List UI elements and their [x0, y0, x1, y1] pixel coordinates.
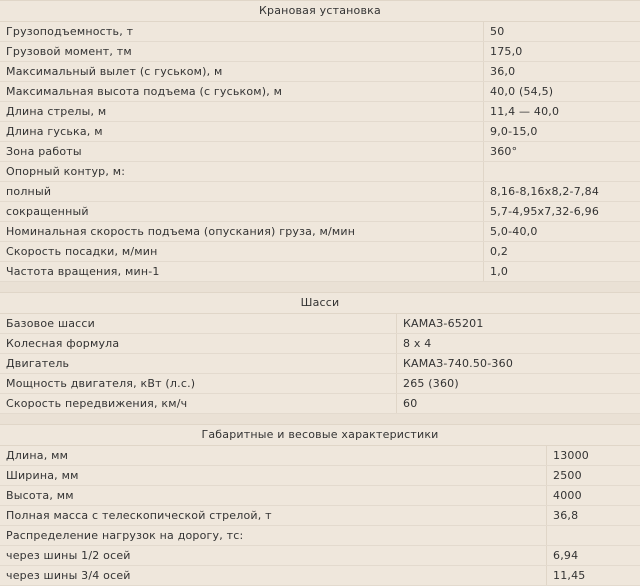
param-name: Двигатель: [6, 357, 70, 370]
param-name: Длина, мм: [6, 449, 69, 462]
table-row: [0, 394, 640, 414]
param-value: 360°: [483, 142, 640, 161]
param-name: Опорный контур, м:: [6, 165, 126, 178]
table-row: [0, 62, 640, 82]
param-name: Длина гуська, м: [6, 125, 103, 138]
table-row: [0, 466, 640, 486]
param-name: Максимальный вылет (с гуськом), м: [6, 65, 223, 78]
table-row: [0, 142, 640, 162]
table-row: [0, 182, 640, 202]
table-row: [0, 222, 640, 242]
table-row: [0, 42, 640, 62]
table-row: [0, 546, 640, 566]
table-row: [0, 122, 640, 142]
param-name: Максимальная высота подъема (с гуськом), м: [6, 85, 283, 98]
param-value: 0,2: [483, 242, 640, 261]
crane-table: [0, 22, 640, 282]
crane-section: [0, 0, 640, 282]
param-value: 6,94: [546, 546, 640, 565]
param-name: Ширина, мм: [6, 469, 79, 482]
param-value: 5,0-40,0: [483, 222, 640, 241]
param-name: Номинальная скорость подъема (опускания) груза, м/мин: [6, 225, 356, 238]
section-gap: [0, 414, 640, 424]
param-name: Грузовой момент, тм: [6, 45, 132, 58]
table-row: [0, 506, 640, 526]
table-row: [0, 82, 640, 102]
param-value: 4000: [546, 486, 640, 505]
table-row: [0, 102, 640, 122]
param-name: сокращенный: [6, 205, 89, 218]
param-value: 8 х 4: [396, 334, 640, 353]
dims-table: [0, 446, 640, 586]
param-value: КАМАЗ-65201: [396, 314, 640, 333]
param-value: 1,0: [483, 262, 640, 281]
param-value: 5,7-4,95х7,32-6,96: [483, 202, 640, 221]
table-row: [0, 566, 640, 586]
param-name: Высота, мм: [6, 489, 74, 502]
dims-section: [0, 424, 640, 586]
table-row: [0, 242, 640, 262]
table-row: [0, 446, 640, 466]
table-row: [0, 334, 640, 354]
dims-section-title: Габаритные и весовые характеристики: [0, 425, 640, 446]
param-value: 9,0-15,0: [483, 122, 640, 141]
table-row: [0, 22, 640, 42]
param-value: 13000: [546, 446, 640, 465]
table-row: [0, 202, 640, 222]
param-name: Зона работы: [6, 145, 82, 158]
table-row: [0, 354, 640, 374]
param-name: Частота вращения, мин-1: [6, 265, 160, 278]
param-value: 36,8: [546, 506, 640, 525]
crane-section-title: Крановая установка: [0, 1, 640, 22]
table-row: [0, 526, 640, 546]
param-value: 175,0: [483, 42, 640, 61]
param-name: Скорость передвижения, км/ч: [6, 397, 188, 410]
table-row: [0, 486, 640, 506]
param-name: полный: [6, 185, 52, 198]
table-row: [0, 262, 640, 282]
param-value: 2500: [546, 466, 640, 485]
table-row: [0, 314, 640, 334]
table-row: [0, 374, 640, 394]
param-name: Базовое шасси: [6, 317, 95, 330]
param-name: Грузоподъемность, т: [6, 25, 134, 38]
param-value: 40,0 (54,5): [483, 82, 640, 101]
param-name: через шины 3/4 осей: [6, 569, 131, 582]
param-value: КАМАЗ-740.50-360: [396, 354, 640, 373]
param-value: [546, 526, 640, 545]
chassis-section-title: Шасси: [0, 293, 640, 314]
chassis-section: [0, 292, 640, 414]
param-value: 11,45: [546, 566, 640, 585]
chassis-table: [0, 314, 640, 414]
param-value: [483, 162, 640, 181]
section-gap: [0, 282, 640, 292]
param-value: 60: [396, 394, 640, 413]
param-value: 8,16-8,16х8,2-7,84: [483, 182, 640, 201]
param-name: Длина стрелы, м: [6, 105, 107, 118]
table-row: [0, 162, 640, 182]
param-value: 11,4 — 40,0: [483, 102, 640, 121]
param-value: 265 (360): [396, 374, 640, 393]
param-name: через шины 1/2 осей: [6, 549, 131, 562]
param-value: 36,0: [483, 62, 640, 81]
param-name: Распределение нагрузок на дорогу, тс:: [6, 529, 244, 542]
param-name: Колесная формула: [6, 337, 120, 350]
param-value: 50: [483, 22, 640, 41]
param-name: Полная масса с телескопической стрелой, т: [6, 509, 272, 522]
param-name: Мощность двигателя, кВт (л.с.): [6, 377, 196, 390]
param-name: Скорость посадки, м/мин: [6, 245, 158, 258]
